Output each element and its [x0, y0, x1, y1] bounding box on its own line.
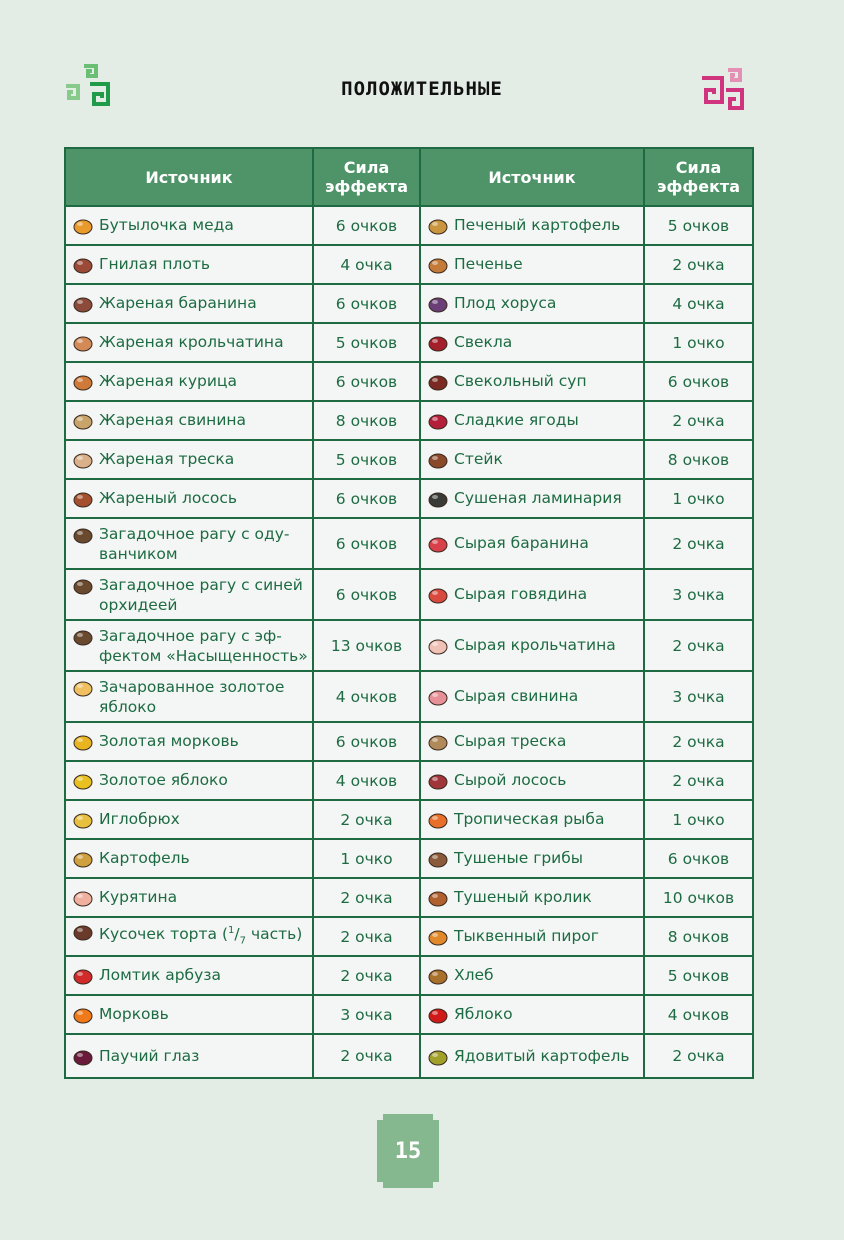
- effect-value: 6 очков: [313, 569, 420, 620]
- effect-value: 5 очков: [644, 956, 753, 995]
- cooked-cod-icon: [72, 450, 94, 470]
- rotten-flesh-icon: [72, 255, 94, 275]
- fraction-numerator: 1: [228, 925, 235, 937]
- source-label: Курятина: [99, 888, 178, 906]
- raw-cod-icon: [427, 732, 449, 752]
- source-label: Ломтик арбуза: [99, 966, 222, 984]
- effect-value: 6 очков: [313, 722, 420, 761]
- source-label: Загадочное рагу с эф-фектом «Насыщенность»: [99, 626, 308, 665]
- source-cell: [65, 518, 313, 569]
- header-effect-strength: Сила эффекта: [313, 148, 420, 206]
- source-cell: [420, 917, 644, 956]
- source-cell: [65, 956, 313, 995]
- effect-value: 2 очка: [644, 761, 753, 800]
- table-row: [65, 569, 753, 620]
- effect-value: 2 очка: [644, 620, 753, 671]
- source-label: Сырая баранина: [454, 534, 589, 552]
- source-cell: [65, 569, 313, 620]
- tropical-fish-icon: [427, 810, 449, 830]
- source-cell: Кусочек торта ($^1/_7$ часть): [65, 917, 313, 956]
- source-label: Жареная свинина: [99, 411, 247, 429]
- table-row: [65, 956, 753, 995]
- source-cell: [420, 479, 644, 518]
- mushroom-stew-icon: [427, 849, 449, 869]
- table-row: [65, 761, 753, 800]
- header-source: Источник: [420, 148, 644, 206]
- source-label: Морковь: [99, 1005, 169, 1023]
- effect-value: 2 очка: [313, 917, 420, 956]
- effect-value: 4 очков: [313, 761, 420, 800]
- golden-apple-icon: [72, 771, 94, 791]
- source-cell: [420, 518, 644, 569]
- source-cell: [420, 800, 644, 839]
- source-label: Тушеный кролик: [454, 888, 592, 906]
- effect-value: 13 очков: [313, 620, 420, 671]
- source-label: Печеный картофель: [454, 216, 621, 234]
- table-row: [65, 245, 753, 284]
- effect-value: 3 очка: [313, 995, 420, 1034]
- source-cell: [420, 440, 644, 479]
- effect-value: 2 очка: [644, 722, 753, 761]
- baked-potato-icon: [427, 216, 449, 236]
- effect-value: 6 очков: [644, 839, 753, 878]
- source-label: Кусочек торта: [99, 925, 218, 944]
- source-label: Тушеные грибы: [454, 849, 584, 867]
- cooked-salmon-icon: [72, 489, 94, 509]
- source-label: Жареная крольчатина: [99, 333, 284, 351]
- source-label: Сырая свинина: [454, 687, 579, 705]
- source-label: Сырой лосось: [454, 771, 567, 789]
- source-cell: [65, 761, 313, 800]
- cooked-rabbit-icon: [72, 333, 94, 353]
- source-cell: [420, 878, 644, 917]
- dried-kelp-icon: [427, 489, 449, 509]
- source-label: Жареный лосось: [99, 489, 237, 507]
- effect-value: 6 очков: [313, 479, 420, 518]
- source-cell: [65, 323, 313, 362]
- pufferfish-icon: [72, 810, 94, 830]
- source-label: Золотая морковь: [99, 732, 239, 750]
- raw-porkchop-icon: [427, 687, 449, 707]
- source-label: Свекла: [454, 333, 513, 351]
- carrot-icon: [72, 1005, 94, 1025]
- source-cell: [65, 362, 313, 401]
- page-title: ПОЛОЖИТЕЛЬНЫЕ: [341, 78, 503, 100]
- effect-value: 8 очков: [313, 401, 420, 440]
- source-cell: [65, 440, 313, 479]
- source-label: Иглобрюх: [99, 810, 180, 828]
- source-label: Печенье: [454, 255, 523, 273]
- effect-value: 3 очка: [644, 671, 753, 722]
- table-header-row: [65, 148, 753, 206]
- source-cell: [420, 245, 644, 284]
- bread-icon: [427, 966, 449, 986]
- pumpkin-pie-icon: [427, 927, 449, 947]
- header-source: Источник: [65, 148, 313, 206]
- raw-chicken-icon: [72, 888, 94, 908]
- effect-value: 2 очка: [644, 518, 753, 569]
- source-label: Картофель: [99, 849, 190, 867]
- source-cell: [65, 722, 313, 761]
- source-cell: [420, 206, 644, 245]
- source-cell: [65, 245, 313, 284]
- source-label: Сырая говядина: [454, 585, 588, 603]
- source-cell: [65, 620, 313, 671]
- source-label: Зачарованное золотое яблоко: [99, 677, 285, 716]
- golden-carrot-icon: [72, 732, 94, 752]
- source-label: Сушеная ламинария: [454, 489, 622, 507]
- source-label: Жареная курица: [99, 372, 237, 390]
- spider-eye-icon: [72, 1047, 94, 1067]
- effect-value: 6 очков: [313, 206, 420, 245]
- table-row: [65, 1034, 753, 1078]
- effect-value: 2 очка: [313, 800, 420, 839]
- effect-value: 4 очков: [313, 671, 420, 722]
- effect-value: 4 очка: [644, 284, 753, 323]
- source-cell: [420, 1034, 644, 1078]
- source-cell: [420, 956, 644, 995]
- sweet-berries-icon: [427, 411, 449, 431]
- effect-value: 1 очко: [644, 800, 753, 839]
- table-row: [65, 401, 753, 440]
- table-row: [65, 722, 753, 761]
- source-cell: [65, 401, 313, 440]
- table-row: [65, 479, 753, 518]
- source-cell: [420, 569, 644, 620]
- cooked-mutton-icon: [72, 294, 94, 314]
- effect-value: 6 очков: [313, 362, 420, 401]
- effect-value: 5 очков: [313, 440, 420, 479]
- table-row: [65, 878, 753, 917]
- table-row: [65, 362, 753, 401]
- source-cell: [420, 761, 644, 800]
- source-cell: [65, 206, 313, 245]
- table-row: [65, 206, 753, 245]
- suspicious-stew-icon: [72, 576, 94, 596]
- table-row: [65, 323, 753, 362]
- effect-value: 4 очка: [313, 245, 420, 284]
- page-number: 15: [377, 1120, 439, 1182]
- fraction-denominator: 7: [239, 935, 247, 947]
- source-label: Сырая треска: [454, 732, 567, 750]
- source-label: Сладкие ягоды: [454, 411, 579, 429]
- source-cell: [65, 878, 313, 917]
- table-row: [65, 620, 753, 671]
- source-cell: [420, 722, 644, 761]
- suspicious-stew-icon: [72, 525, 94, 545]
- source-cell: [420, 839, 644, 878]
- apple-icon: [427, 1005, 449, 1025]
- source-label: Свекольный суп: [454, 372, 587, 390]
- raw-rabbit-icon: [427, 636, 449, 656]
- source-label: Яблоко: [454, 1005, 513, 1023]
- rabbit-stew-icon: [427, 888, 449, 908]
- effect-value: 2 очка: [644, 401, 753, 440]
- source-label: Тыквенный пирог: [454, 927, 599, 945]
- source-cell: [420, 284, 644, 323]
- table-row: [65, 800, 753, 839]
- fraction-suffix: часть): [250, 925, 303, 944]
- table-row: [65, 284, 753, 323]
- source-label: Загадочное рагу с синей орхидеей: [99, 575, 303, 614]
- source-label: Хлеб: [454, 966, 494, 984]
- source-cell: [65, 671, 313, 722]
- effect-value: 3 очка: [644, 569, 753, 620]
- table-row: [65, 518, 753, 569]
- source-cell: [65, 479, 313, 518]
- effect-value: 2 очка: [313, 878, 420, 917]
- poisonous-potato-icon: [427, 1047, 449, 1067]
- effect-value: 1 очко: [644, 323, 753, 362]
- source-label: Гнилая плоть: [99, 255, 211, 273]
- suspicious-stew-icon: [72, 627, 94, 647]
- effect-value: 6 очков: [313, 284, 420, 323]
- effect-value: 10 очков: [644, 878, 753, 917]
- cake-slice-icon: [72, 922, 94, 942]
- effect-value: 1 очко: [313, 839, 420, 878]
- source-label: Сырая крольчатина: [454, 636, 616, 654]
- source-label: Бутылочка меда: [99, 216, 234, 234]
- source-label: Золотое яблоко: [99, 771, 228, 789]
- raw-beef-icon: [427, 585, 449, 605]
- beetroot-icon: [427, 333, 449, 353]
- source-label: Тропическая рыба: [454, 810, 605, 828]
- potato-icon: [72, 849, 94, 869]
- chorus-fruit-icon: [427, 294, 449, 314]
- steak-icon: [427, 450, 449, 470]
- raw-salmon-icon: [427, 771, 449, 791]
- saturation-table: [64, 147, 754, 1079]
- effect-value: 5 очков: [644, 206, 753, 245]
- source-cell: [65, 995, 313, 1034]
- effect-value: 2 очка: [313, 956, 420, 995]
- source-cell: [65, 284, 313, 323]
- source-cell: [65, 1034, 313, 1078]
- cookie-icon: [427, 255, 449, 275]
- effect-value: 2 очка: [313, 1034, 420, 1078]
- source-label: Паучий глаз: [99, 1046, 200, 1065]
- table-row: [65, 995, 753, 1034]
- source-label: Загадочное рагу с оду-ванчиком: [99, 524, 290, 563]
- effect-value: 4 очков: [644, 995, 753, 1034]
- effect-value: 6 очков: [644, 362, 753, 401]
- beetroot-soup-icon: [427, 372, 449, 392]
- source-label: Плод хоруса: [454, 294, 557, 312]
- swirl-decoration-icon: [698, 66, 750, 114]
- table-row: [65, 440, 753, 479]
- source-cell: [65, 800, 313, 839]
- enchanted-golden-apple-icon: [72, 678, 94, 698]
- source-label: Стейк: [454, 450, 503, 468]
- effect-value: 2 очка: [644, 245, 753, 284]
- table-row: [65, 917, 753, 956]
- honey-bottle-icon: [72, 216, 94, 236]
- source-label: Ядовитый картофель: [454, 1046, 630, 1065]
- effect-value: 5 очков: [313, 323, 420, 362]
- table-row: [65, 671, 753, 722]
- table-row: [65, 839, 753, 878]
- effect-value: 6 очков: [313, 518, 420, 569]
- cooked-porkchop-icon: [72, 411, 94, 431]
- header-effect-strength: Сила эффекта: [644, 148, 753, 206]
- source-cell: [420, 620, 644, 671]
- effect-value: 8 очков: [644, 440, 753, 479]
- source-cell: [420, 362, 644, 401]
- source-cell: [65, 839, 313, 878]
- source-cell: [420, 401, 644, 440]
- effect-value: 2 очка: [644, 1034, 753, 1078]
- source-label: Жареная треска: [99, 450, 235, 468]
- source-cell: [420, 995, 644, 1034]
- cooked-chicken-icon: [72, 372, 94, 392]
- source-cell: [420, 671, 644, 722]
- effect-value: 8 очков: [644, 917, 753, 956]
- source-cell: [420, 323, 644, 362]
- raw-mutton-icon: [427, 534, 449, 554]
- source-label: Жареная баранина: [99, 294, 257, 312]
- melon-slice-icon: [72, 966, 94, 986]
- effect-value: 1 очко: [644, 479, 753, 518]
